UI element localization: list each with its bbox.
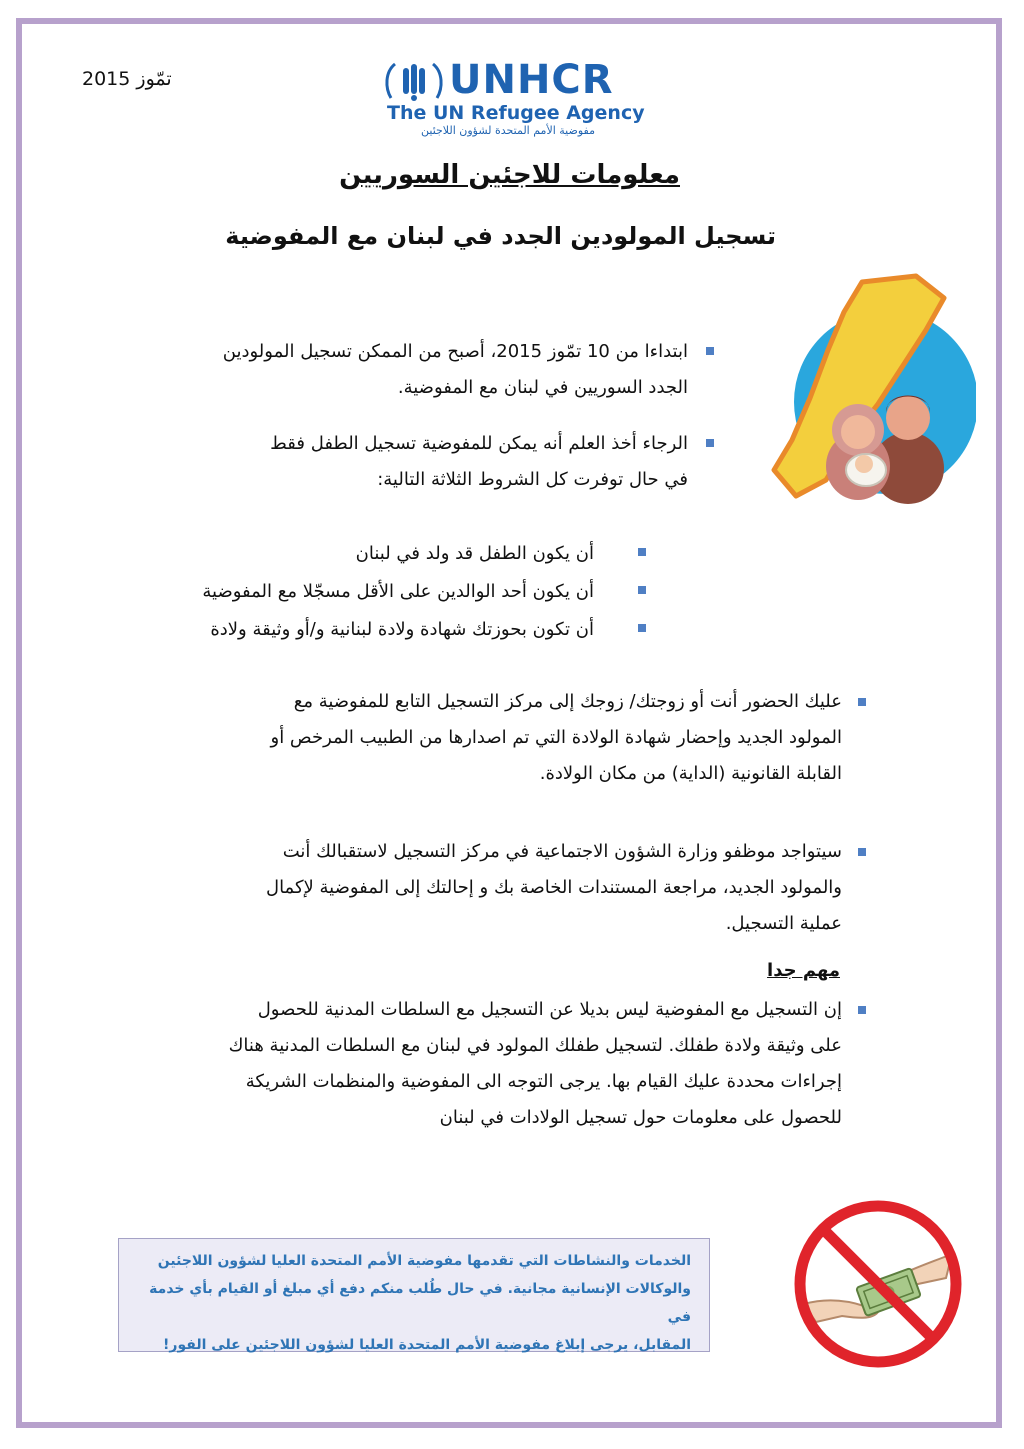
ministry-line1: سيتواجد موظفو وزارة الشؤون الاجتماعية في مركز التسجيل لاستقبالك أنت [282, 841, 842, 862]
ministry-line3: عملية التسجيل. [725, 913, 842, 934]
condition-item: أن يكون أحد الوالدين على الأقل مسجّلا مع المفوضية [202, 581, 594, 602]
intro-bullet-2-line2: في حال توفرت كل الشروط الثلاثة التالية: [377, 469, 688, 490]
bullet-marker [858, 698, 866, 706]
important-bullet [110, 992, 842, 1136]
notice-line3: المقابل، يرجى إبلاغ مفوضية الأمم المتحدة العليا لشؤون اللاجئين على الفور! [163, 1337, 691, 1353]
bullet-marker [638, 548, 646, 556]
intro-bullet-2-line1: الرجاء أخذ العلم أنه يمكن للمفوضية تسجيل الطفل فقط [270, 433, 688, 454]
unhcr-logo [383, 57, 645, 142]
logo-arabic: مفوضية الأمم المتحدة لشؤون اللاجئين [421, 124, 595, 137]
intro-bullet-1-line1: ابتداءا من 10 تمّوز 2015، أصبح من الممكن تسجيل المولودين [222, 341, 688, 362]
ministry-line2: والمولود الجديد، مراجعة المستندات الخاصة بك و إحالتك إلى المفوضية لإكمال [265, 877, 842, 898]
important-line1: إن التسجيل مع المفوضية ليس بديلا عن التسجيل مع السلطات المدنية للحصول [257, 999, 842, 1020]
date-label: تمّوز 2015 [82, 68, 172, 90]
bullet-marker [858, 848, 866, 856]
condition-item: أن تكون بحوزتك شهادة ولادة لبنانية و/أو وثيقة ولادة [210, 619, 594, 640]
important-line2: على وثيقة ولادة طفلك. لتسجيل طفلك المولود في لبنان مع السلطات المدنية هناك [228, 1035, 842, 1056]
attend-line1: عليك الحضور أنت أو زوجتك/ زوجك إلى مركز التسجيل التابع للمفوضية مع [293, 691, 842, 712]
logo-wordmark: UNHCR [449, 57, 614, 103]
ministry-bullet [120, 834, 842, 942]
intro-bullet-1 [100, 334, 688, 406]
bullet-marker [858, 1006, 866, 1014]
page-title: معلومات للاجئين السوريين [339, 160, 680, 190]
bullet-marker [706, 347, 714, 355]
logo-subtitle: The UN Refugee Agency [387, 102, 645, 124]
important-line4: للحصول على معلومات حول تسجيل الولادات في لبنان [439, 1107, 842, 1128]
intro-bullet-1-line2: الجدد السوريين في لبنان مع المفوضية. [397, 377, 688, 398]
bullet-marker [638, 624, 646, 632]
notice-text [139, 1247, 691, 1359]
notice-line1: الخدمات والنشاطات التي تقدمها مفوضية الأمم المتحدة العليا لشؤون اللاجئين [157, 1253, 691, 1269]
bullet-marker [638, 586, 646, 594]
important-heading: مهم جدا [767, 960, 840, 981]
attend-line2: المولود الجديد وإحضار شهادة الولادة التي تم اصدارها من الطبيب المرخص أو [270, 727, 842, 748]
family-map-illustration [766, 272, 976, 512]
attend-line3: القابلة القانونية (الداية) من مكان الولادة. [539, 763, 842, 784]
notice-line2: والوكالات الإنسانية مجانية. في حال طُلب منكم دفع أي مبلغ أو القيام بأي خدمة في [149, 1281, 691, 1325]
intro-bullet-2 [100, 426, 688, 498]
important-line3: إجراءات محددة عليك القيام بها. يرجى التوجه الى المفوضية والمنظمات الشريكة [245, 1071, 842, 1092]
free-services-notice [118, 1238, 710, 1352]
attend-bullet [120, 684, 842, 792]
condition-item: أن يكون الطفل قد ولد في لبنان [355, 543, 594, 564]
unhcr-emblem-icon [383, 58, 445, 104]
page-subtitle: تسجيل المولودين الجدد في لبنان مع المفوضية [225, 222, 776, 250]
bullet-marker [706, 439, 714, 447]
no-payment-icon [786, 1192, 970, 1376]
